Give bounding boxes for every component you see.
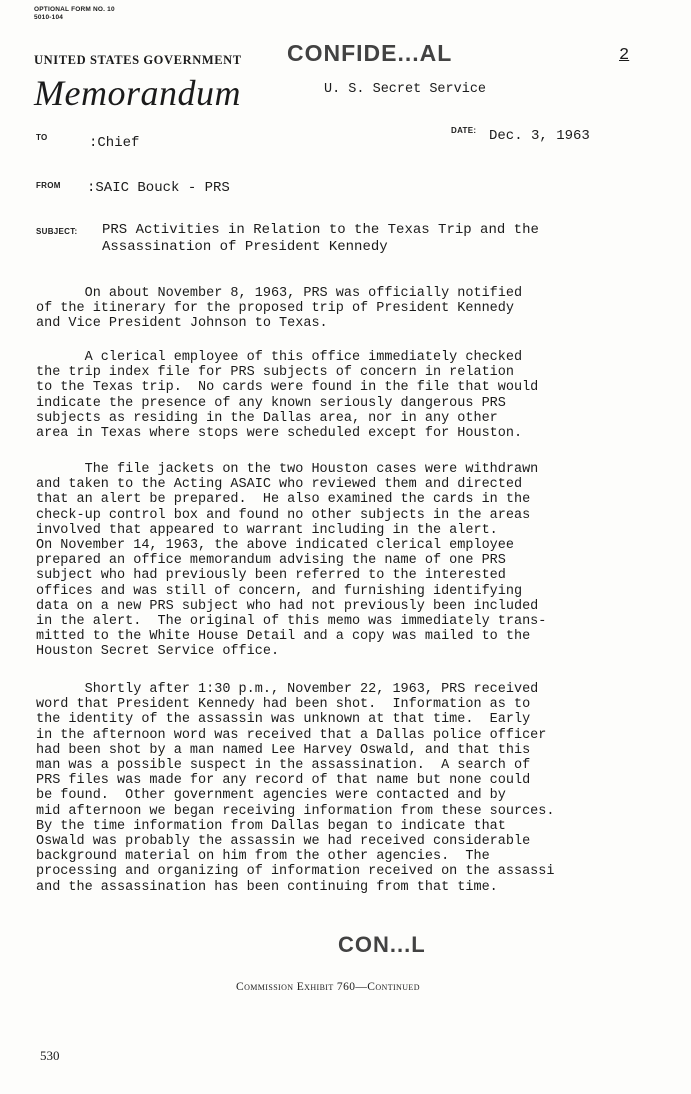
form-code: 5010-104 xyxy=(34,14,64,21)
subject-line-2: Assassination of President Kennedy xyxy=(102,239,388,255)
from-value: :SAIC Bouck - PRS xyxy=(87,180,230,196)
exhibit-caption: Commission Exhibit 760—Continued xyxy=(236,981,420,993)
paragraph-2: A clerical employee of this office immediately checked the trip index file for PRS subjects of concern in relation to the Texas trip. No cards were found in the file that would indicate the presence of any known seriously dangerous PRS subjects as residing in the Dallas area, nor in any other area in Texas where stops were scheduled except for Houston. xyxy=(36,350,539,442)
government-heading: UNITED STATES GOVERNMENT xyxy=(34,53,242,67)
form-number: OPTIONAL FORM NO. 10 5010-104 xyxy=(34,6,115,21)
page-footer-number: 530 xyxy=(40,1048,60,1063)
date-label: DATE: xyxy=(451,126,477,135)
confidential-stamp-bottom: CON...L xyxy=(338,932,426,957)
page-number: 2 xyxy=(619,46,630,65)
paragraph-3: The file jackets on the two Houston cases were withdrawn and taken to the Acting ASAIC who reviewed them and directed that an alert be prepared. He also examined the cards in the check-up control box and found no other subjects in the areas involved that appeared to warrant including in the alert. On November 14, 1963, the above indicated clerical employee prepared an office memorandum advising the name of one PRS subject who had previously been referred to the interested offices and was still of concern, and furnishing identifying data on a new PRS subject who had not previously been included in the alert. The original of this memo was immediately trans- mitted to the White House Detail and a copy was mailed to the Houston Secret Service office. xyxy=(36,462,547,660)
to-label: TO xyxy=(36,133,48,142)
subject-label: SUBJECT: xyxy=(36,227,78,236)
to-value: :Chief xyxy=(89,135,140,151)
from-label: FROM xyxy=(36,181,61,190)
date-value: Dec. 3, 1963 xyxy=(489,128,590,144)
confidential-stamp: CONFIDE...AL xyxy=(287,40,453,66)
paragraph-1: On about November 8, 1963, PRS was officially notified of the itinerary for the proposed trip of President Kennedy and Vice President Johnson to Texas. xyxy=(36,286,523,332)
paragraph-4: Shortly after 1:30 p.m., November 22, 1963, PRS received word that President Kennedy had been shot. Information as to the identity of the assassin was unknown at that time. Early in the afternoon word was received that a Dallas police officer had been shot by a man named Lee Harvey Oswald, and that this man was a possible suspect in the assassination. A search of PRS files was made for any record of that name but none could be found. Other government agencies were contacted and by mid afternoon we began receiving information from these sources. By the time information from Dallas began to indicate that Oswald was probably the assassin we had received considerable background material on him from the other agencies. The processing and organizing of information received on the assassi and the assassination has been continuing from that time. xyxy=(36,682,555,895)
memorandum-title: Memorandum xyxy=(34,73,241,113)
agency-name: U. S. Secret Service xyxy=(324,82,487,97)
subject-line-1: PRS Activities in Relation to the Texas Trip and the xyxy=(102,222,539,238)
